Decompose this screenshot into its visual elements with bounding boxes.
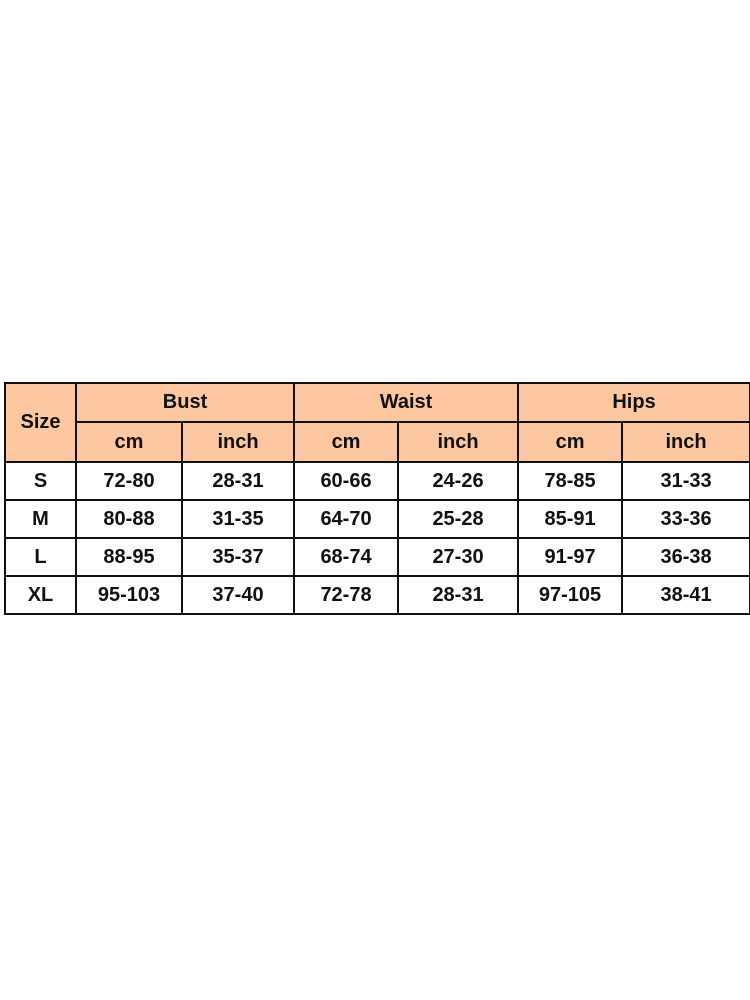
group-header-hips: Hips — [518, 383, 750, 422]
size-label: S — [5, 462, 76, 500]
table-cell: 36-38 — [622, 538, 750, 576]
unit-header: inch — [182, 422, 294, 462]
group-header-bust: Bust — [76, 383, 294, 422]
table-cell: 78-85 — [518, 462, 622, 500]
table-cell: 68-74 — [294, 538, 398, 576]
table-cell: 85-91 — [518, 500, 622, 538]
table-cell: 31-33 — [622, 462, 750, 500]
table-cell: 95-103 — [76, 576, 182, 614]
unit-header: cm — [76, 422, 182, 462]
table-cell: 72-78 — [294, 576, 398, 614]
unit-header-row — [5, 422, 750, 462]
table-cell: 31-35 — [182, 500, 294, 538]
unit-header: inch — [622, 422, 750, 462]
size-label: L — [5, 538, 76, 576]
table-cell: 88-95 — [76, 538, 182, 576]
table-cell: 25-28 — [398, 500, 518, 538]
table-cell: 28-31 — [182, 462, 294, 500]
table-cell: 64-70 — [294, 500, 398, 538]
table-row — [5, 576, 750, 614]
table-cell: 91-97 — [518, 538, 622, 576]
table-cell: 24-26 — [398, 462, 518, 500]
size-header: Size — [5, 383, 76, 462]
table-cell: 38-41 — [622, 576, 750, 614]
unit-header: cm — [518, 422, 622, 462]
table-cell: 28-31 — [398, 576, 518, 614]
size-label: M — [5, 500, 76, 538]
table-cell: 80-88 — [76, 500, 182, 538]
table-cell: 97-105 — [518, 576, 622, 614]
table-cell: 37-40 — [182, 576, 294, 614]
table-row — [5, 500, 750, 538]
table-cell: 72-80 — [76, 462, 182, 500]
table-cell: 35-37 — [182, 538, 294, 576]
group-header-waist: Waist — [294, 383, 518, 422]
size-chart-table — [4, 382, 750, 615]
unit-header: cm — [294, 422, 398, 462]
unit-header: inch — [398, 422, 518, 462]
table-row — [5, 538, 750, 576]
table-row — [5, 462, 750, 500]
table-cell: 60-66 — [294, 462, 398, 500]
table-cell: 27-30 — [398, 538, 518, 576]
table-cell: 33-36 — [622, 500, 750, 538]
size-label: XL — [5, 576, 76, 614]
group-header-row — [5, 383, 750, 422]
